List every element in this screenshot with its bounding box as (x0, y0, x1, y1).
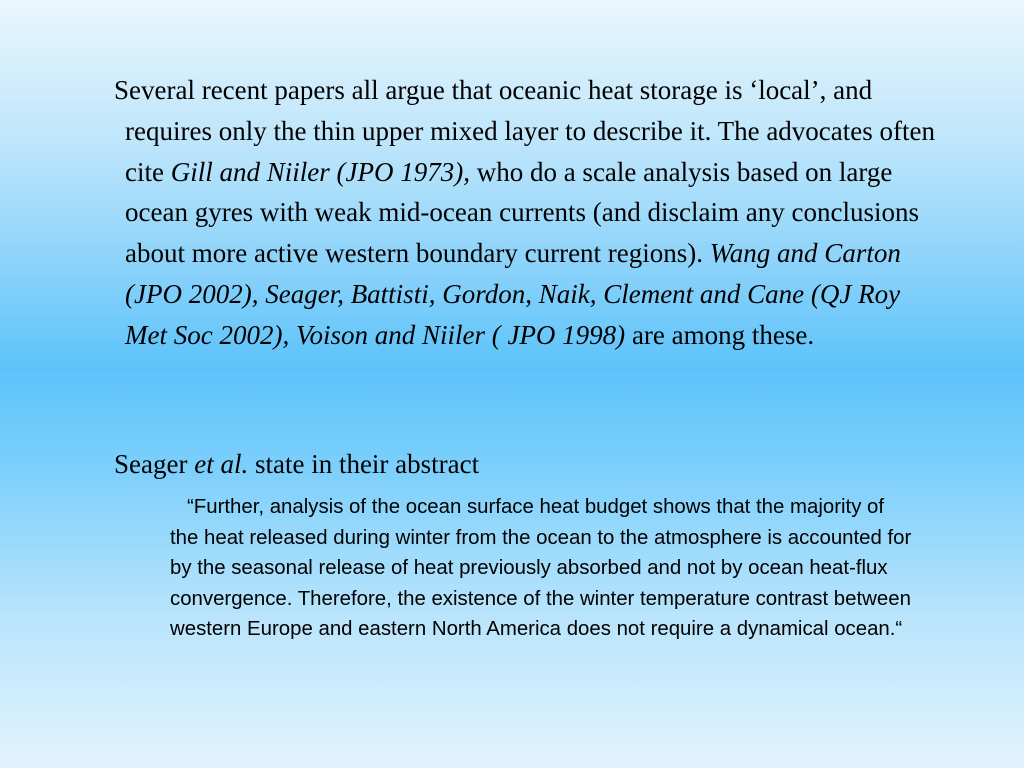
main-paragraph-text-2: who do a scale analysis based on large ocean gyres with weak mid-ocean currents (and disclaim any conclusions about more active western boundary current regions). (125, 156, 919, 269)
quote-intro-etal: et al. (194, 449, 249, 479)
abstract-quote: “Further, analysis of the ocean surface heat budget shows that the majority of the heat released during winter from the ocean to the atmosphere is accounted for by the seasonal release of heat previously absorbed and not by ocean heat-flux convergence. Therefore, the existence of the winter temperature contrast between western Europe and eastern North America does not require a dynamical ocean.“ (170, 496, 912, 640)
main-paragraph-text-1: Several recent papers all argue that oceanic heat storage is ‘local’, and requires only the thin upper mixed layer to describe it. The advocates often cite (114, 75, 935, 187)
quote-intro-author: Seager (114, 449, 195, 479)
citation-gill-niiler: Gill and Niiler (JPO 1973), (170, 156, 470, 187)
quote-intro-line (114, 444, 914, 484)
citation-list: Wang and Carton (JPO 2002), Seager, Battisti, Gordon, Naik, Clement and Cane (QJ Roy Met Soc 2002), Voison and Niiler ( JPO 1998) (125, 238, 901, 350)
quote-intro-rest: state in their abstract (248, 449, 480, 479)
main-paragraph (114, 70, 935, 356)
main-paragraph-text-3: are among these. (625, 319, 815, 350)
